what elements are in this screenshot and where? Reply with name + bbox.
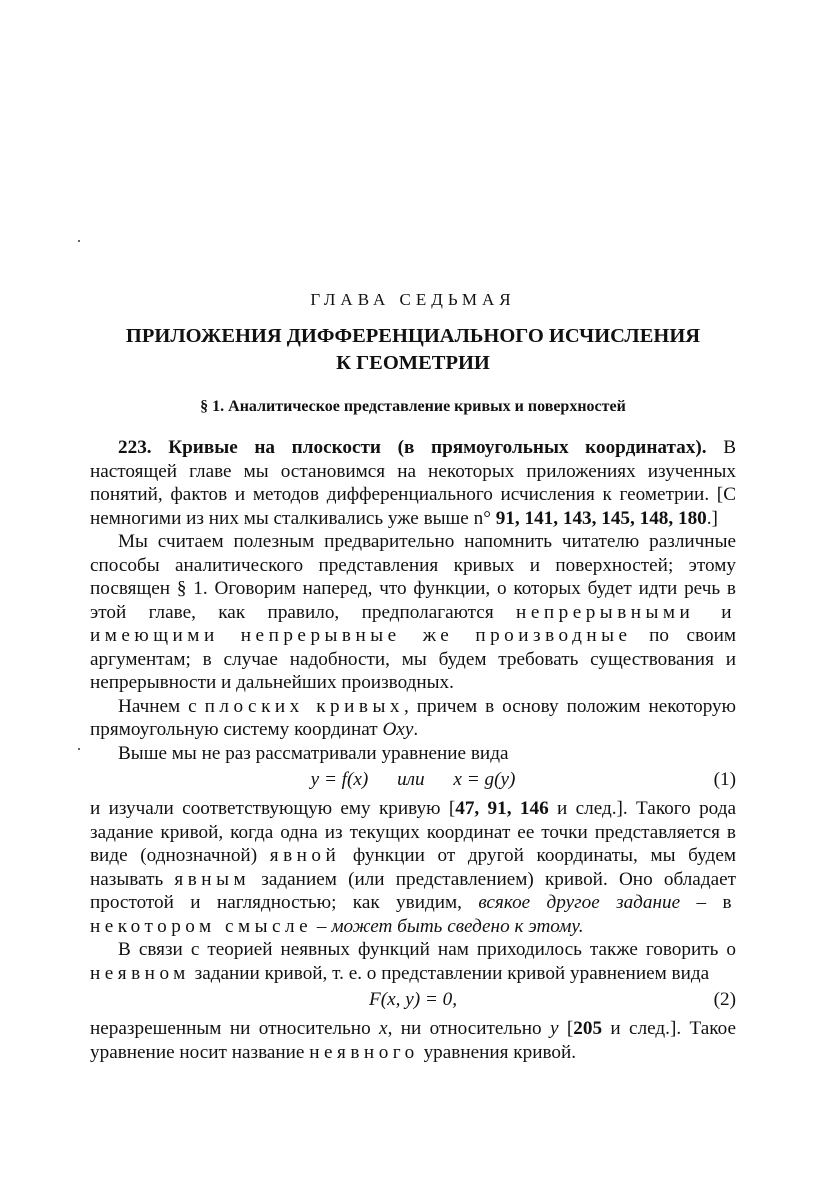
chapter-title-line-2: К ГЕОМЕТРИИ [336, 352, 490, 374]
equation-2 [90, 985, 736, 1017]
spaced-emphasis: явным [174, 868, 251, 890]
italic-term: x [379, 1018, 388, 1039]
paragraph-5 [90, 797, 736, 938]
text-run: [ [558, 1018, 574, 1039]
text-run: заданием (или представлением) кривой. Оно обладает простотой и наглядностью; как увидим, [90, 868, 737, 913]
paragraph-7 [90, 1017, 736, 1064]
text-run: уравнения кривой. [418, 1041, 577, 1063]
italic-phrase: всякое другое задание [478, 892, 681, 913]
italic-term: Oxy [382, 719, 414, 740]
spaced-emphasis: неявном [90, 962, 190, 984]
text-run: и изучали соответствующую ему кривую [ [90, 798, 456, 819]
text-run: и след.]. Такого рода задание кривой, когда одна из текущих координат ее точки представляется в виде (однозначной) [90, 798, 736, 866]
paragraph-4: Выше мы не раз рассматривали уравнение вида [118, 742, 509, 764]
scan-speck [78, 748, 80, 750]
text-run: – [312, 915, 332, 937]
text-run: – [680, 892, 723, 913]
reference-numbers: 47, 91, 146 [455, 798, 549, 819]
section-heading: § 1. Аналитическое представление кривых и поверхностей [200, 398, 626, 415]
text-run: функции от другой координаты, мы будем называть [90, 845, 736, 890]
text-run: В настоящей главе мы остановимся на некоторых приложениях изученных понятий, фактов и методов дифференциального исчисления к геометрии. [С немногими из них мы сталкивались уже выше n° [90, 437, 736, 529]
text-run: Мы считаем полезным предварительно напомнить читателю различные способы аналитического представления кривых и поверхностей; этому посвящен § 1. Оговорим наперед, что функции, о которых будет идти речь в этой главе, как правило, предполагаются [90, 531, 736, 623]
paragraph-2 [90, 530, 736, 695]
spaced-emphasis: непрерывными и имеющими непрерывные же производные [90, 601, 736, 646]
body-text [90, 436, 736, 1064]
scan-speck [78, 240, 80, 242]
paragraph-1 [90, 436, 736, 530]
text-run: Начнем с [118, 695, 205, 717]
reference-numbers: 91, 141, 143, 145, 148, 180 [495, 507, 707, 529]
equation-number: (1) [713, 769, 736, 790]
text-run: и след.]. Такое уравнение носит название [90, 1018, 736, 1063]
chapter-label: ГЛАВА СЕДЬМАЯ [310, 290, 516, 309]
reference-numbers: 205 [573, 1018, 603, 1039]
text-run: .] [706, 507, 718, 529]
equation-formula: F(x, y) = 0, [368, 989, 458, 1010]
equation-number: (2) [713, 989, 736, 1010]
spaced-emphasis: плоских кривых [204, 695, 404, 717]
text-run: , ни относительно [387, 1018, 550, 1039]
equation-1 [90, 765, 736, 797]
text-run: неразрешенным ни относительно [90, 1018, 380, 1039]
spaced-emphasis: неявного [309, 1041, 419, 1063]
text-run: . [413, 719, 419, 740]
spaced-emphasis: явной [269, 845, 341, 866]
article-heading: 223. Кривые на плоскости (в прямоугольных координатах). [118, 437, 707, 458]
text-run: по своим аргументам; в случае надобности, мы будем требовать существования и непрерывности и дальнейших производных. [90, 625, 736, 693]
paragraph-6 [90, 938, 736, 985]
paragraph-3 [90, 695, 736, 742]
italic-phrase: может быть сведено к этому. [331, 915, 584, 937]
text-run: , причем в основу положим некоторую прямоугольную систему координат [90, 695, 736, 740]
equation-formula: y = f(x) или x = g(y) [310, 769, 516, 790]
chapter-title-line-1: ПРИЛОЖЕНИЯ ДИФФЕРЕНЦИАЛЬНОГО ИСЧИСЛЕНИЯ [125, 325, 701, 347]
spaced-emphasis: в некотором смысле [90, 892, 736, 937]
text-run: задании кривой, т. е. о представлении кривой уравнением вида [189, 962, 710, 984]
chapter-title [90, 323, 736, 377]
italic-term: y [549, 1018, 559, 1039]
text-run: В связи с теорией неявных функций нам приходилось также говорить о [118, 939, 736, 960]
